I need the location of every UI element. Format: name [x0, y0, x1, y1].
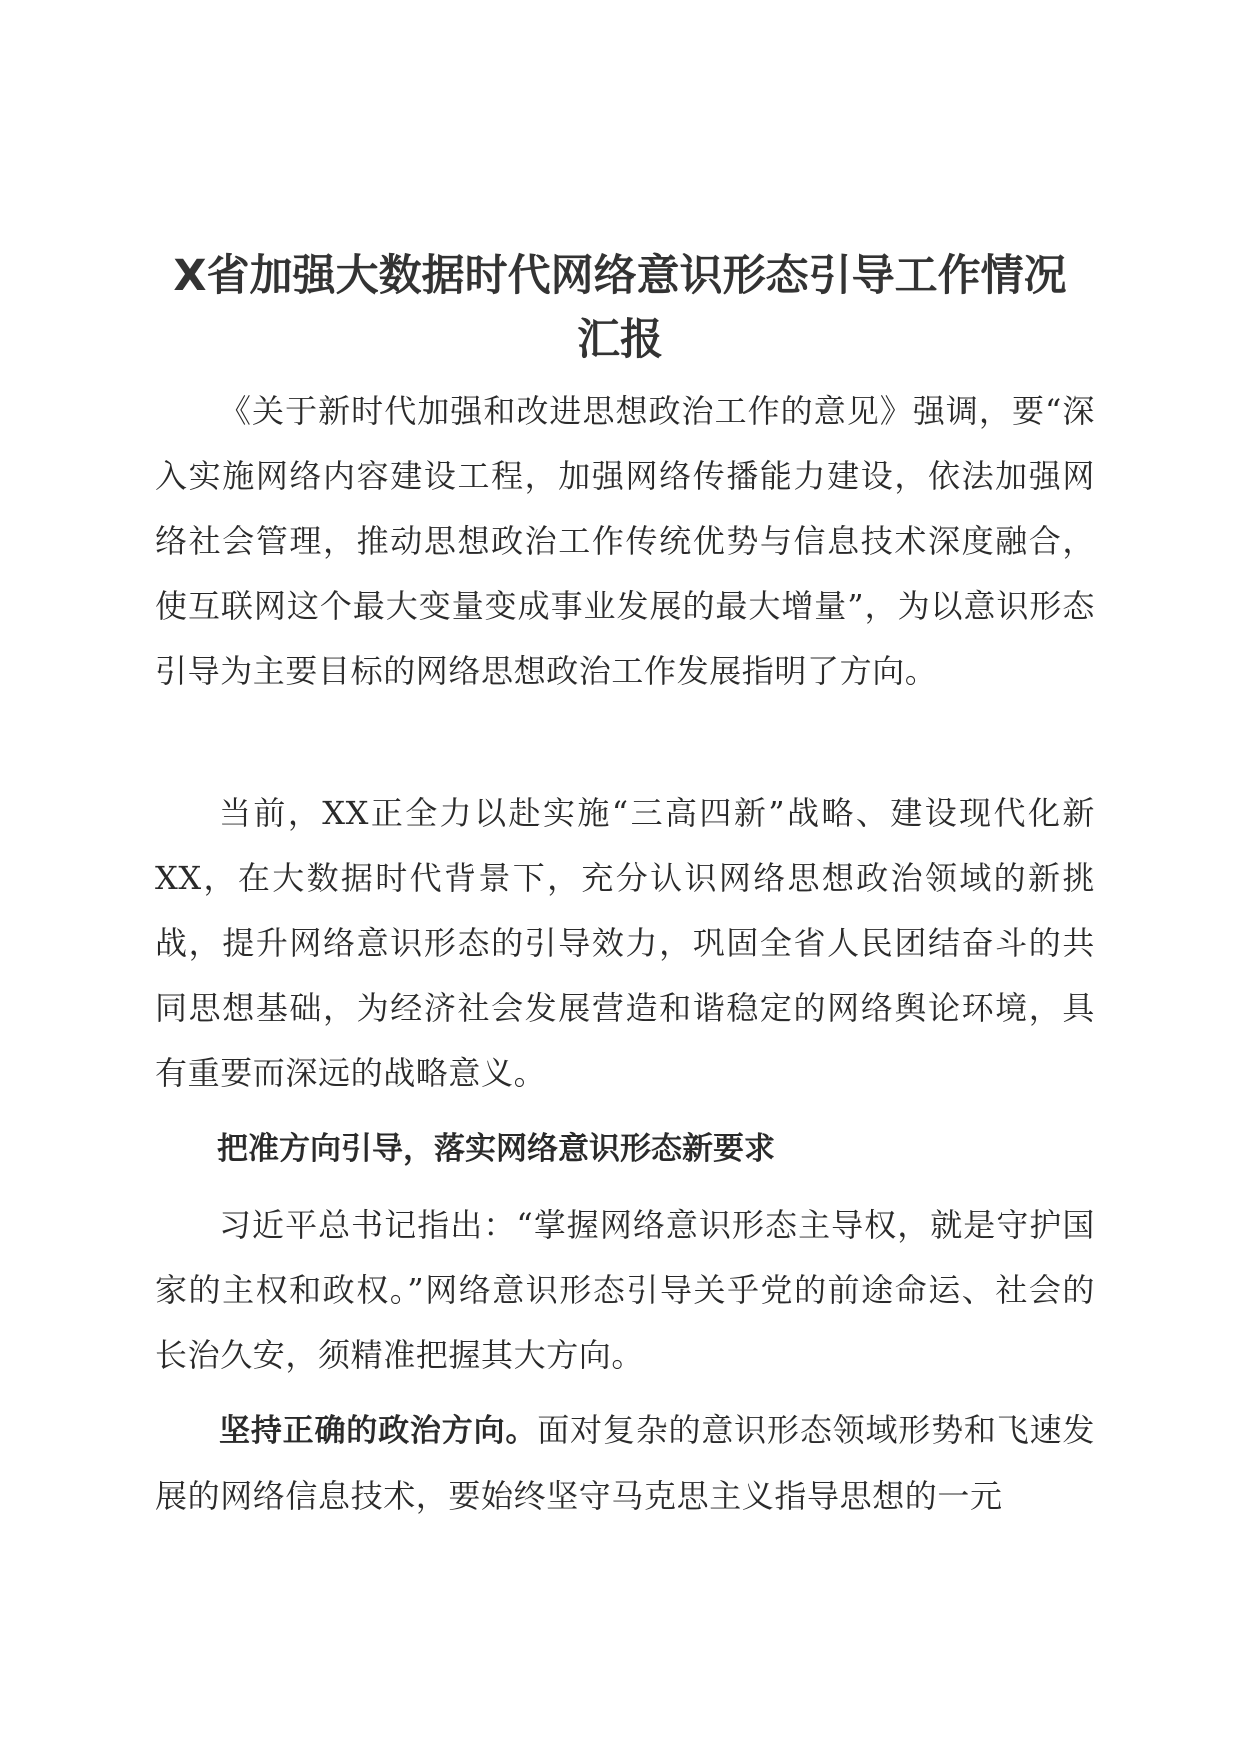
section-heading: 把准方向引导，落实网络意识形态新要求: [217, 1131, 775, 1167]
document-title: X省加强大数据时代网络意识形态引导工作情况汇报: [173, 251, 1067, 365]
body-paragraph: 当前，XX正全力以赴实施“三高四新”战略、建设现代化新XX，在大数据时代背景下，充分认识网络思想政治领域的新挑战，提升网络意识形态的引导效力，巩固全省人民团结奋斗的共同思想基础，为经济社会发展营造和谐稳定的网络舆论环境，具有重要而深远的战略意义。: [155, 794, 1095, 1092]
paragraph-lead-text: 坚持正确的政治方向。: [219, 1413, 538, 1449]
body-paragraph: [155, 1398, 1095, 1529]
body-paragraph: 《关于新时代加强和改进思想政治工作的意见》强调，要“深入实施网络内容建设工程，加强网络传播能力建设，依法加强网络社会管理，推动思想政治工作传统优势与信息技术深度融合，使互联网这个最大变量变成事业发展的最大增量”，为以意识形态引导为主要目标的网络思想政治工作发展指明了方向。: [155, 392, 1095, 690]
paragraph-text: 面对复杂的意识形态领域形势和飞速发展的网络信息技术，要始终坚守马克思主义指导思想的一元: [155, 1411, 1096, 1515]
body-paragraph: 习近平总书记指出：“掌握网络意识形态主导权，就是守护国家的主权和政权。”网络意识形态引导关乎党的前途命运、社会的长治久安，须精准把握其大方向。: [155, 1206, 1095, 1374]
